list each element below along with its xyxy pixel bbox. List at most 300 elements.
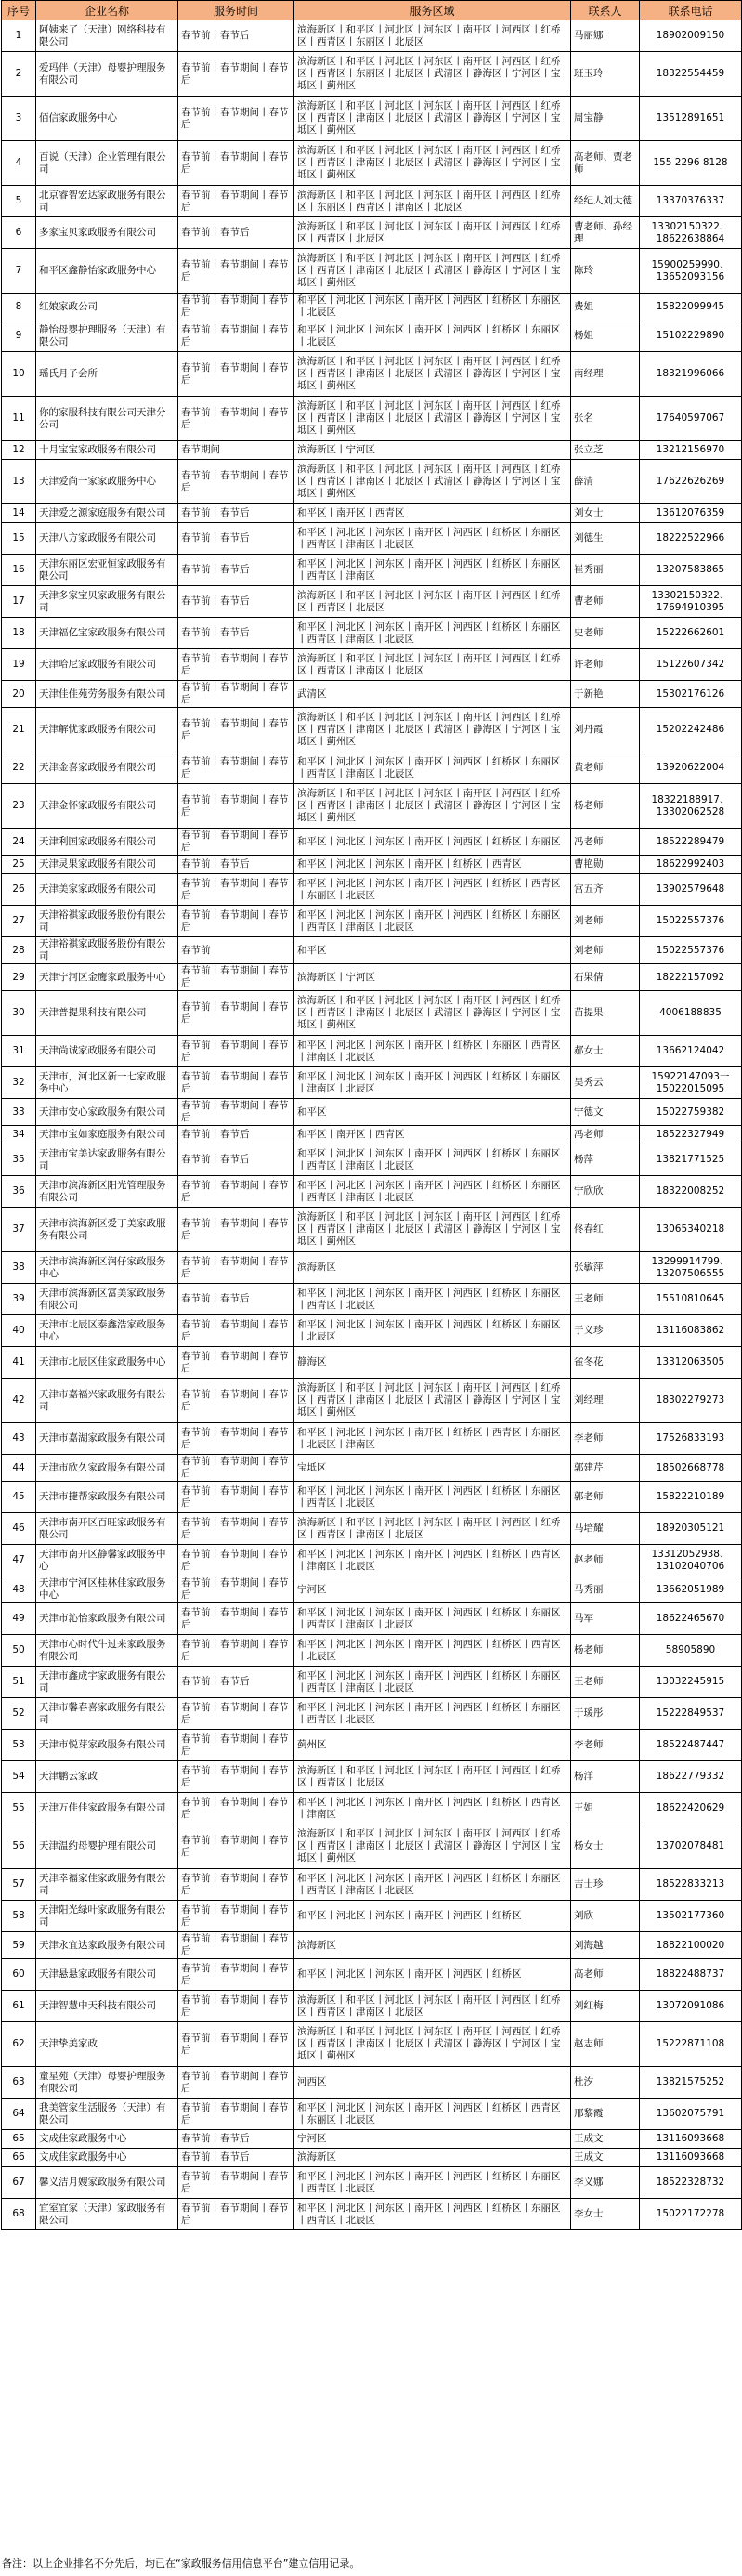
contact-phone: 18622992403 <box>640 856 742 874</box>
contact-person: 雀冬花 <box>571 1347 640 1379</box>
service-area: 滨海新区 <box>294 1932 571 1959</box>
service-area: 滨海新区丨和平区丨河北区丨河东区丨南开区丨河西区丨红桥区丨西青区丨津南区丨北辰区丨武清区丨静海区丨宁河区丨宝坻区丨蓟州区 <box>294 352 571 397</box>
service-time: 春节前丨春节后 <box>178 217 294 249</box>
service-area: 滨海新区丨和平区丨河北区丨河东区丨南开区丨河西区丨红桥区丨西青区丨北辰区 <box>294 586 571 618</box>
service-area: 和平区丨河北区丨河东区丨南开区丨河西区丨红桥区丨西青区丨津南区 <box>294 1793 571 1824</box>
contact-person: 郝女士 <box>571 1036 640 1067</box>
service-time: 春节前丨春节期间丨春节后 <box>178 1698 294 1730</box>
contact-person: 曹老师 <box>571 586 640 618</box>
service-time: 春节前丨春节期间丨春节后 <box>178 141 294 186</box>
header-service-area: 服务区域 <box>294 1 571 20</box>
service-time: 春节前丨春节后 <box>178 1144 294 1176</box>
service-area: 和平区丨河北区丨河东区丨南开区丨河西区丨红桥区丨东丽区丨西青区丨北辰区 <box>294 1284 571 1315</box>
row-number: 6 <box>2 217 36 249</box>
company-name: 天津市滨海新区富美家政服务有限公司 <box>36 1284 178 1315</box>
header-no: 序号 <box>2 1 36 20</box>
contact-phone: 15222871108 <box>640 2022 742 2067</box>
table-row <box>2 1824 742 1869</box>
row-number: 61 <box>2 1991 36 2022</box>
company-name: 天津市，河北区新一七家政服务中心 <box>36 1067 178 1099</box>
table-row <box>2 249 742 294</box>
company-name: 天津裕祺家政服务股份有限公司 <box>36 937 178 964</box>
service-time: 春节前丨春节期间丨春节后 <box>178 97 294 141</box>
contact-person: 王老师 <box>571 1667 640 1698</box>
service-area: 和平区丨河北区丨河东区丨南开区丨河西区丨红桥区丨东丽区丨北辰区 <box>294 294 571 320</box>
service-time: 春节前丨春节后 <box>178 618 294 649</box>
contact-person: 刘经理 <box>571 1379 640 1423</box>
row-number: 9 <box>2 320 36 352</box>
row-number: 25 <box>2 856 36 874</box>
service-area: 和平区丨河北区丨河东区丨南开区丨河西区丨红桥区丨东丽区丨西青区丨津南区丨北辰区 <box>294 523 571 555</box>
contact-person: 马秀丽 <box>571 1576 640 1603</box>
contact-person: 费姐 <box>571 294 640 320</box>
row-number: 64 <box>2 2099 36 2130</box>
service-area: 和平区丨河北区丨河东区丨南开区丨河西区丨红桥区丨西青区丨东丽区丨北辰区 <box>294 2099 571 2130</box>
table-row <box>2 97 742 141</box>
table-row <box>2 1208 742 1252</box>
table-row <box>2 186 742 217</box>
row-number: 12 <box>2 441 36 460</box>
service-time: 春节前丨春节后 <box>178 856 294 874</box>
service-time: 春节前丨春节期间丨春节后 <box>178 964 294 991</box>
company-name: 天津市南开区静馨家政服务中心 <box>36 1545 178 1576</box>
contact-phone: 18302279273 <box>640 1379 742 1423</box>
service-time: 春节前丨春节后 <box>178 20 294 52</box>
table-row <box>2 141 742 186</box>
row-number: 65 <box>2 2130 36 2149</box>
contact-phone: 13702078481 <box>640 1824 742 1869</box>
service-area: 和平区丨河北区丨河东区丨南开区丨河西区丨红桥区丨东丽区丨西青区丨津南区丨北辰区 <box>294 1667 571 1698</box>
service-area: 滨海新区丨和平区丨河北区丨河东区丨南开区丨河西区丨红桥区丨西青区丨津南区丨北辰区丨武清区丨静海区丨宁河区丨宝坻区丨蓟州区 <box>294 784 571 829</box>
table-row <box>2 2199 742 2230</box>
row-number: 3 <box>2 97 36 141</box>
contact-phone: 13821771525 <box>640 1144 742 1176</box>
contact-phone: 13302150322、17694910395 <box>640 586 742 618</box>
company-name: 天津美家家政服务有限公司 <box>36 874 178 906</box>
company-name: 多家宝贝家政服务有限公司 <box>36 217 178 249</box>
service-area: 滨海新区丨和平区丨河北区丨河东区丨南开区丨河西区丨红桥区丨东丽区丨西青区丨津南区丨北辰区 <box>294 186 571 217</box>
service-time: 春节前丨春节后 <box>178 1667 294 1698</box>
service-area: 和平区丨河北区丨河东区丨南开区丨河西区丨红桥区丨西青区丨东丽区丨北辰区 <box>294 874 571 906</box>
service-time: 春节前丨春节期间丨春节后 <box>178 1482 294 1513</box>
row-number: 62 <box>2 2022 36 2067</box>
table-row <box>2 649 742 681</box>
contact-phone: 13662051989 <box>640 1576 742 1603</box>
header-service-time: 服务时间 <box>178 1 294 20</box>
table-row <box>2 1284 742 1315</box>
contact-person: 吴秀云 <box>571 1067 640 1099</box>
company-name: 天津挚美家政 <box>36 2022 178 2067</box>
company-name: 天津宁河区金鹰家政服务中心 <box>36 964 178 991</box>
table-row <box>2 460 742 504</box>
row-number: 14 <box>2 504 36 523</box>
row-number: 29 <box>2 964 36 991</box>
table-row <box>2 1730 742 1761</box>
service-area: 和平区丨河北区丨河东区丨南开区丨河西区丨红桥区丨东丽区丨西青区丨津南区 <box>294 555 571 586</box>
contact-phone: 15922147093一15022015095 <box>640 1067 742 1099</box>
service-time: 春节前丨春节期间丨春节后 <box>178 2099 294 2130</box>
contact-phone: 15102229890 <box>640 320 742 352</box>
row-number: 8 <box>2 294 36 320</box>
row-number: 54 <box>2 1761 36 1793</box>
table-row <box>2 1603 742 1635</box>
contact-person: 李老师 <box>571 1730 640 1761</box>
table-row <box>2 991 742 1036</box>
table-row <box>2 294 742 320</box>
service-time: 春节前丨春节期间丨春节后 <box>178 906 294 937</box>
contact-person: 曹老师、孙经理 <box>571 217 640 249</box>
service-area: 和平区丨南开区丨西青区 <box>294 1126 571 1144</box>
service-area: 和平区丨河北区丨河东区丨南开区丨河西区丨红桥区 <box>294 1901 571 1932</box>
table-row <box>2 752 742 784</box>
table-row <box>2 1067 742 1099</box>
table-row <box>2 1901 742 1932</box>
service-time: 春节前丨春节期间丨春节后 <box>178 186 294 217</box>
table-row <box>2 937 742 964</box>
row-number: 5 <box>2 186 36 217</box>
service-time: 春节前丨春节期间丨春节后 <box>178 249 294 294</box>
company-name: 天津市安心家政服务有限公司 <box>36 1099 178 1126</box>
company-name: 天津温约母婴护理有限公司 <box>36 1824 178 1869</box>
row-number: 19 <box>2 649 36 681</box>
contact-person: 班玉玲 <box>571 52 640 97</box>
service-time: 春节前丨春节期间丨春节后 <box>178 991 294 1036</box>
row-number: 59 <box>2 1932 36 1959</box>
contact-person: 赵志师 <box>571 2022 640 2067</box>
contact-phone: 15822210189 <box>640 1482 742 1513</box>
contact-person: 周宝静 <box>571 97 640 141</box>
contact-phone: 155 2296 8128 <box>640 141 742 186</box>
table-row <box>2 320 742 352</box>
contact-phone: 15022759382 <box>640 1099 742 1126</box>
contact-person: 李女士 <box>571 2199 640 2230</box>
contact-person: 宫五齐 <box>571 874 640 906</box>
contact-phone: 13299914799、13207506555 <box>640 1252 742 1284</box>
contact-phone: 15022557376 <box>640 937 742 964</box>
service-area: 和平区丨河北区丨河东区丨南开区丨河西区丨红桥区丨东丽区丨西青区丨津南区丨北辰区 <box>294 906 571 937</box>
row-number: 46 <box>2 1513 36 1545</box>
contact-phone: 13116093668 <box>640 2130 742 2149</box>
company-name: 天津市鑫成宇家政服务有限公司 <box>36 1667 178 1698</box>
service-time: 春节前丨春节期间丨春节后 <box>178 1176 294 1208</box>
contact-person: 宁欣欣 <box>571 1176 640 1208</box>
row-number: 27 <box>2 906 36 937</box>
contact-phone: 18822488737 <box>640 1959 742 1991</box>
contact-phone: 18322188917、13302062528 <box>640 784 742 829</box>
company-table <box>1 0 742 2230</box>
contact-phone: 13920622004 <box>640 752 742 784</box>
contact-person: 邢黎霞 <box>571 2099 640 2130</box>
company-name: 天津市宝如家庭服务有限公司 <box>36 1126 178 1144</box>
header-contact: 联系人 <box>571 1 640 20</box>
company-name: 天津爱尚一家家政服务中心 <box>36 460 178 504</box>
contact-phone: 18622779332 <box>640 1761 742 1793</box>
contact-person: 马军 <box>571 1603 640 1635</box>
header-company: 企业名称 <box>36 1 178 20</box>
row-number: 68 <box>2 2199 36 2230</box>
service-time: 春节前丨春节后 <box>178 1284 294 1315</box>
contact-phone: 15822099945 <box>640 294 742 320</box>
contact-person: 刘欣 <box>571 1901 640 1932</box>
contact-phone: 58905890 <box>640 1635 742 1667</box>
service-area: 滨海新区丨和平区丨河北区丨河东区丨南开区丨河西区丨红桥区丨西青区丨东丽区丨北辰区丨武清区丨静海区丨宁河区丨宝坻区丨蓟州区 <box>294 52 571 97</box>
contact-phone: 18622465670 <box>640 1603 742 1635</box>
company-name: 天津市滨海新区爱丁美家政服务有限公司 <box>36 1208 178 1252</box>
service-area: 蓟州区 <box>294 1730 571 1761</box>
row-number: 30 <box>2 991 36 1036</box>
service-area: 和平区丨河北区丨河东区丨南开区丨河西区丨红桥区丨东丽区 <box>294 829 571 856</box>
company-name: 百说（天津）企业管理有限公司 <box>36 141 178 186</box>
service-time: 春节前丨春节期间丨春节后 <box>178 1730 294 1761</box>
contact-phone: 17640597067 <box>640 397 742 441</box>
contact-phone: 18622420629 <box>640 1793 742 1824</box>
company-name: 天津解忧家政服务有限公司 <box>36 708 178 752</box>
row-number: 7 <box>2 249 36 294</box>
table-row <box>2 2067 742 2099</box>
company-name: 天津裕祺家政服务股份有限公司 <box>36 906 178 937</box>
company-name: 天津市北辰区泰鑫浩家政服务中心 <box>36 1315 178 1347</box>
table-row <box>2 1099 742 1126</box>
contact-phone: 15022557376 <box>640 906 742 937</box>
company-name: 天津市宁河区桂林佳家政服务中心 <box>36 1576 178 1603</box>
company-name: 天津市嘉湖家政服务有限公司 <box>36 1423 178 1455</box>
company-name: 天津万佳佳家政服务有限公司 <box>36 1793 178 1824</box>
company-name: 天津市滨海新区润仔家政服务中心 <box>36 1252 178 1284</box>
service-area: 和平区丨河北区丨河东区丨南开区丨河西区丨红桥区丨西青区丨津南区丨北辰区 <box>294 1545 571 1576</box>
company-name: 宜室宜家（天津）家政服务有限公司 <box>36 2199 178 2230</box>
service-time: 春节前丨春节期间丨春节后 <box>178 1347 294 1379</box>
contact-person: 高老师 <box>571 1959 640 1991</box>
contact-phone: 13821575252 <box>640 2067 742 2099</box>
company-name: 天津灵果家政服务有限公司 <box>36 856 178 874</box>
service-time: 春节前丨春节期间丨春节后 <box>178 1901 294 1932</box>
contact-phone: 18822100020 <box>640 1932 742 1959</box>
company-name: 天津爱之源家庭服务有限公司 <box>36 504 178 523</box>
service-time: 春节前丨春节后 <box>178 555 294 586</box>
table-row <box>2 523 742 555</box>
company-name: 天津永宜达家政服务有限公司 <box>36 1932 178 1959</box>
service-time: 春节前丨春节期间丨春节后 <box>178 352 294 397</box>
table-row <box>2 2022 742 2067</box>
service-area: 和平区丨河北区丨河东区丨南开区丨河西区丨红桥区丨东丽区丨西青区丨津南区丨北辰区 <box>294 1176 571 1208</box>
row-number: 28 <box>2 937 36 964</box>
row-number: 45 <box>2 1482 36 1513</box>
service-time: 春节前丨春节期间丨春节后 <box>178 1036 294 1067</box>
table-row <box>2 2099 742 2130</box>
service-area: 滨海新区 <box>294 1252 571 1284</box>
table-row <box>2 52 742 97</box>
service-time: 春节前丨春节后 <box>178 2149 294 2167</box>
table-row <box>2 1347 742 1379</box>
contact-person: 刘红梅 <box>571 1991 640 2022</box>
service-time: 春节前丨春节期间丨春节后 <box>178 784 294 829</box>
table-row <box>2 964 742 991</box>
service-time: 春节前丨春节后 <box>178 1126 294 1144</box>
table-row <box>2 1126 742 1144</box>
table-row <box>2 1793 742 1824</box>
contact-person: 王成文 <box>571 2149 640 2167</box>
row-number: 53 <box>2 1730 36 1761</box>
company-name: 文成佳家政服务中心 <box>36 2149 178 2167</box>
contact-person: 曹艳勋 <box>571 856 640 874</box>
service-area: 滨海新区丨和平区丨河北区丨河东区丨南开区丨河西区丨红桥区丨西青区丨津南区丨北辰区 <box>294 649 571 681</box>
contact-phone: 13116083862 <box>640 1315 742 1347</box>
service-time: 春节前丨春节期间丨春节后 <box>178 460 294 504</box>
service-area: 和平区丨河北区丨河东区丨南开区丨河西区丨红桥区丨东丽区丨北辰区 <box>294 320 571 352</box>
service-area: 滨海新区丨和平区丨河北区丨河东区丨南开区丨河西区丨红桥区丨西青区丨东丽区丨北辰区 <box>294 20 571 52</box>
contact-person: 赵老师 <box>571 1545 640 1576</box>
contact-phone: 18321996066 <box>640 352 742 397</box>
contact-phone: 17622626269 <box>640 460 742 504</box>
service-time: 春节前 <box>178 937 294 964</box>
company-name: 天津八方家政服务有限公司 <box>36 523 178 555</box>
contact-phone: 13212156970 <box>640 441 742 460</box>
table-row <box>2 1252 742 1284</box>
table-row <box>2 1482 742 1513</box>
service-area: 和平区 <box>294 1099 571 1126</box>
table-row <box>2 217 742 249</box>
service-area: 和平区丨河北区丨河东区丨南开区丨红桥区丨西青区丨东丽区丨北辰区丨津南区 <box>294 1423 571 1455</box>
contact-person: 王姐 <box>571 1793 640 1824</box>
service-area: 宝坻区 <box>294 1455 571 1482</box>
service-area: 滨海新区丨和平区丨河北区丨河东区丨南开区丨河西区丨红桥区丨西青区丨津南区丨北辰区丨武清区丨静海区丨宁河区丨宝坻区丨蓟州区 <box>294 460 571 504</box>
company-name: 天津市沁怡家政服务有限公司 <box>36 1603 178 1635</box>
service-time: 春节前丨春节期间丨春节后 <box>178 1793 294 1824</box>
service-area: 静海区 <box>294 1347 571 1379</box>
company-name: 文成佳家政服务中心 <box>36 2130 178 2149</box>
service-time: 春节前丨春节期间丨春节后 <box>178 2022 294 2067</box>
row-number: 52 <box>2 1698 36 1730</box>
contact-person: 张立芝 <box>571 441 640 460</box>
contact-phone: 18522289479 <box>640 829 742 856</box>
service-time: 春节前丨春节期间丨春节后 <box>178 397 294 441</box>
table-row <box>2 784 742 829</box>
contact-phone: 18222157092 <box>640 964 742 991</box>
service-time: 春节前丨春节期间丨春节后 <box>178 1576 294 1603</box>
service-time: 春节前丨春节期间丨春节后 <box>178 1545 294 1576</box>
contact-person: 杨萍 <box>571 1144 640 1176</box>
contact-phone: 13602075791 <box>640 2099 742 2130</box>
service-area: 滨海新区丨和平区丨河北区丨河东区丨南开区丨河西区丨红桥区丨西青区丨津南区丨北辰区丨武清区丨静海区丨宁河区丨宝坻区丨蓟州区 <box>294 1208 571 1252</box>
company-name: 天津市悦芽家政服务有限公司 <box>36 1730 178 1761</box>
contact-phone: 15202242486 <box>640 708 742 752</box>
service-area: 和平区丨河北区丨河东区丨南开区丨河西区丨红桥区丨东丽区丨津南区丨北辰区 <box>294 1067 571 1099</box>
service-area: 和平区丨河北区丨河东区丨南开区丨河西区丨红桥区丨东丽区丨西青区丨北辰区 <box>294 2199 571 2230</box>
service-time: 春节前丨春节期间丨春节后 <box>178 1869 294 1901</box>
company-name: 天津市捷帮家政服务有限公司 <box>36 1482 178 1513</box>
table-row <box>2 1513 742 1545</box>
company-name: 天津金怀家政服务有限公司 <box>36 784 178 829</box>
service-time: 春节前丨春节期间丨春节后 <box>178 1991 294 2022</box>
contact-person: 李义娜 <box>571 2167 640 2199</box>
row-number: 21 <box>2 708 36 752</box>
table-row <box>2 1576 742 1603</box>
table-row <box>2 1667 742 1698</box>
row-number: 44 <box>2 1455 36 1482</box>
contact-person: 南经理 <box>571 352 640 397</box>
service-area: 和平区丨河北区丨河东区丨南开区丨河西区丨红桥区丨西青区丨北辰区 <box>294 1635 571 1667</box>
service-time: 春节前丨春节期间丨春节后 <box>178 1252 294 1284</box>
row-number: 47 <box>2 1545 36 1576</box>
service-area: 滨海新区丨和平区丨河北区丨河东区丨南开区丨河西区丨红桥区丨西青区丨津南区丨北辰区丨武清区丨静海区丨宁河区丨宝坻区丨蓟州区 <box>294 97 571 141</box>
contact-phone: 15900259990、13652093156 <box>640 249 742 294</box>
row-number: 11 <box>2 397 36 441</box>
company-name: 天津市宝美达家政服务有限公司 <box>36 1144 178 1176</box>
row-number: 15 <box>2 523 36 555</box>
service-time: 春节前丨春节期间丨春节后 <box>178 1315 294 1347</box>
table-row <box>2 1455 742 1482</box>
contact-person: 杨老师 <box>571 1635 640 1667</box>
contact-person: 马培耀 <box>571 1513 640 1545</box>
row-number: 41 <box>2 1347 36 1379</box>
row-number: 38 <box>2 1252 36 1284</box>
contact-person: 石果倩 <box>571 964 640 991</box>
contact-person: 王老师 <box>571 1284 640 1315</box>
contact-phone: 15302176126 <box>640 681 742 708</box>
row-number: 4 <box>2 141 36 186</box>
contact-person: 刘丹霞 <box>571 708 640 752</box>
table-row <box>2 2130 742 2149</box>
contact-phone: 13207583865 <box>640 555 742 586</box>
service-time: 春节前丨春节期间丨春节后 <box>178 1761 294 1793</box>
service-time: 春节前丨春节期间丨春节后 <box>178 1824 294 1869</box>
company-name: 爱玛伴（天津）母婴护理服务有限公司 <box>36 52 178 97</box>
service-time: 春节前丨春节期间丨春节后 <box>178 752 294 784</box>
row-number: 17 <box>2 586 36 618</box>
table-header <box>2 1 742 20</box>
table-row <box>2 874 742 906</box>
service-time: 春节前丨春节后 <box>178 523 294 555</box>
contact-person: 刘德生 <box>571 523 640 555</box>
row-number: 40 <box>2 1315 36 1347</box>
company-name: 你的家服科技有限公司天津分公司 <box>36 397 178 441</box>
company-name: 天津市馨春喜家政服务有限公司 <box>36 1698 178 1730</box>
row-number: 22 <box>2 752 36 784</box>
contact-person: 李老师 <box>571 1423 640 1455</box>
contact-person: 于义珍 <box>571 1315 640 1347</box>
row-number: 23 <box>2 784 36 829</box>
company-name: 天津哈尼家政服务有限公司 <box>36 649 178 681</box>
table-row <box>2 2149 742 2167</box>
service-time: 春节前丨春节期间丨春节后 <box>178 1455 294 1482</box>
company-name: 十月宝宝家政服务有限公司 <box>36 441 178 460</box>
service-area: 滨海新区丨和平区丨河北区丨河东区丨南开区丨河西区丨红桥区丨西青区丨津南区丨北辰区丨武清区丨静海区丨宁河区丨宝坻区丨蓟州区 <box>294 2022 571 2067</box>
contact-person: 许老师 <box>571 649 640 681</box>
service-time: 春节前丨春节期间丨春节后 <box>178 681 294 708</box>
service-area: 滨海新区丨和平区丨河北区丨河东区丨南开区丨河西区丨红桥区丨西青区丨津南区丨北辰区丨武清区丨静海区丨宁河区丨宝坻区丨蓟州区 <box>294 1379 571 1423</box>
service-area: 滨海新区丨和平区丨河北区丨河东区丨南开区丨河西区丨红桥区丨西青区丨津南区丨北辰区 <box>294 1991 571 2022</box>
contact-person: 吉士珍 <box>571 1869 640 1901</box>
contact-person: 于新艳 <box>571 681 640 708</box>
contact-phone: 13312052938、13102040706 <box>640 1545 742 1576</box>
contact-person: 黄老师 <box>571 752 640 784</box>
table-row <box>2 1315 742 1347</box>
contact-person: 杨老师 <box>571 784 640 829</box>
contact-phone: 13370376337 <box>640 186 742 217</box>
company-name: 天津福亿宝家政服务有限公司 <box>36 618 178 649</box>
header-phone: 联系电话 <box>640 1 742 20</box>
header-row <box>2 1 742 20</box>
row-number: 18 <box>2 618 36 649</box>
row-number: 24 <box>2 829 36 856</box>
table-row <box>2 1635 742 1667</box>
contact-phone: 18522833213 <box>640 1869 742 1901</box>
service-time: 春节前丨春节期间丨春节后 <box>178 294 294 320</box>
contact-person: 刘女士 <box>571 504 640 523</box>
table-row <box>2 856 742 874</box>
company-name: 天津利国家政服务有限公司 <box>36 829 178 856</box>
contact-person: 冯老师 <box>571 1126 640 1144</box>
